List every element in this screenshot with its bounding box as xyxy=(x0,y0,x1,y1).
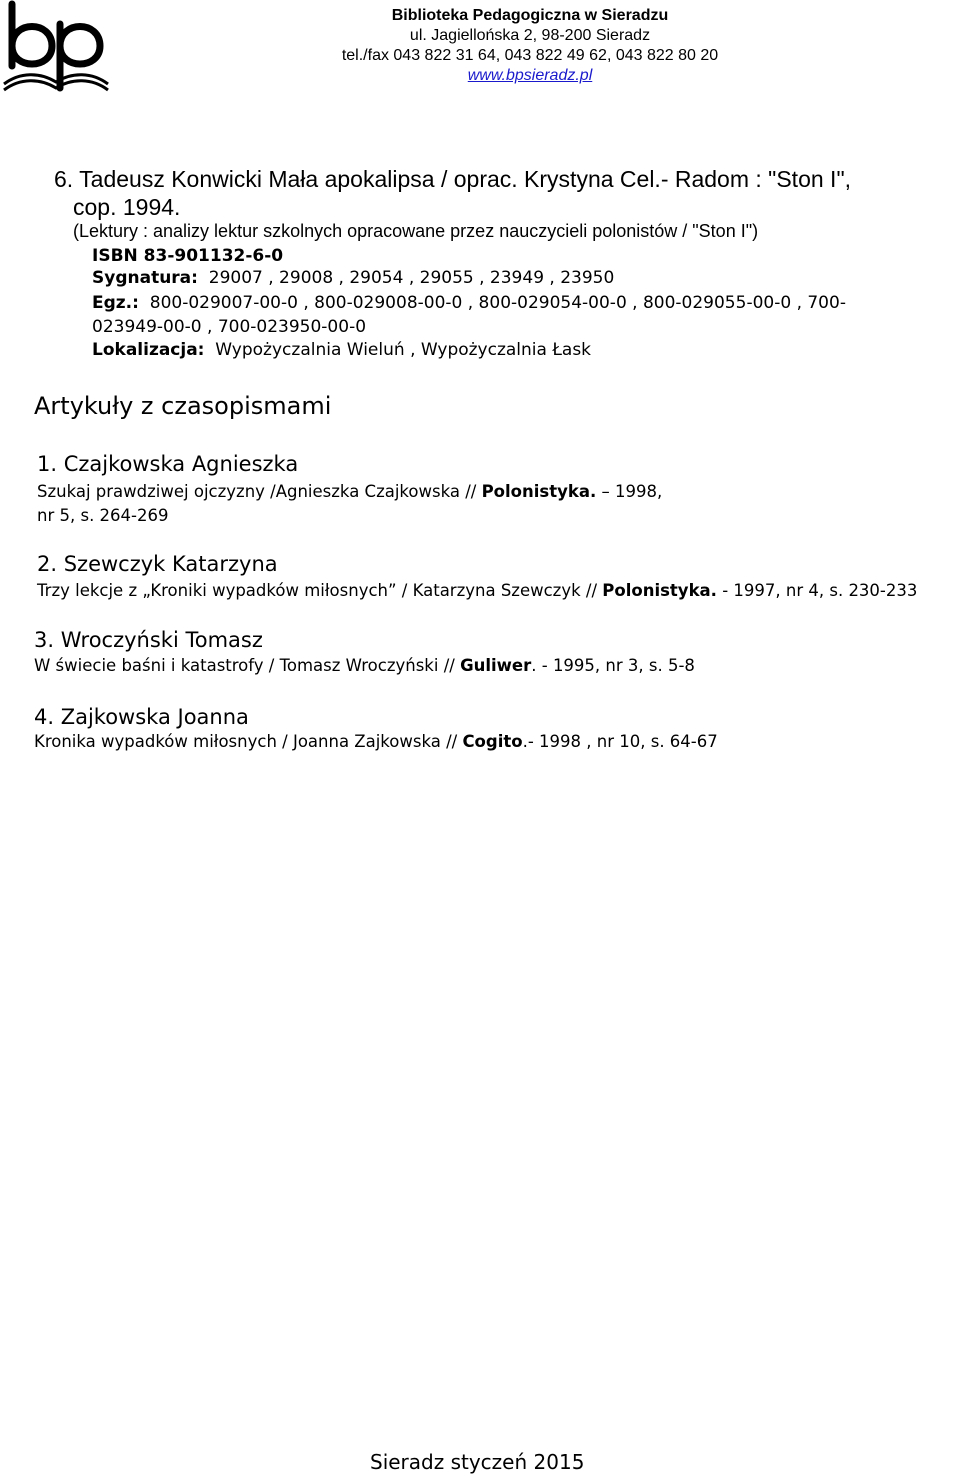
article-1-citation-line2: nr 5, s. 264-269 xyxy=(37,506,169,525)
book-title-line2: cop. 1994. xyxy=(73,194,181,220)
library-logo xyxy=(0,0,112,92)
library-phones: tel./fax 043 822 31 64, 043 822 49 62, 043 822 80 20 xyxy=(341,47,719,64)
library-name: Biblioteka Pedagogiczna w Sieradzu xyxy=(391,7,669,24)
article-1-heading: 1. Czajkowska Agnieszka xyxy=(37,452,299,476)
article-3-heading: 3. Wroczyński Tomasz xyxy=(34,628,263,652)
book-title-line1: 6. Tadeusz Konwicki Mała apokalipsa / oprac. Krystyna Cel.- Radom : "Ston I", xyxy=(54,166,851,192)
article-4-citation: Kronika wypadków miłosnych / Joanna Zajkowska // Cogito.- 1998 , nr 10, s. 64-67 xyxy=(34,732,718,751)
book-lokalizacja: Lokalizacja: Wypożyczalnia Wieluń , Wypożyczalnia Łask xyxy=(92,340,592,360)
book-egz-line2: 023949-00-0 , 700-023950-00-0 xyxy=(92,317,367,337)
book-isbn: ISBN 83-901132-6-0 xyxy=(92,246,284,266)
article-3-citation: W świecie baśni i katastrofy / Tomasz Wroczyński // Guliwer. - 1995, nr 3, s. 5-8 xyxy=(34,656,695,675)
article-2-citation: Trzy lekcje z „Kroniki wypadków miłosnych” / Katarzyna Szewczyk // Polonistyka. - 1997, nr 4, s. 230-233 xyxy=(37,581,918,600)
library-website-link[interactable]: www.bpsieradz.pl xyxy=(467,67,593,84)
book-sygnatura: Sygnatura: 29007 , 29008 , 29054 , 29055 , 23949 , 23950 xyxy=(92,268,615,288)
header-block xyxy=(230,6,830,86)
article-4-heading: 4. Zajkowska Joanna xyxy=(34,705,249,729)
articles-heading: Artykuły z czasopismami xyxy=(34,392,332,420)
article-1-citation: Szukaj prawdziwej ojczyzny /Agnieszka Czajkowska // Polonistyka. – 1998, xyxy=(37,482,663,501)
footer-place-date: Sieradz styczeń 2015 xyxy=(370,1450,585,1474)
article-2-heading: 2. Szewczyk Katarzyna xyxy=(37,552,278,576)
library-address: ul. Jagiellońska 2, 98-200 Sieradz xyxy=(409,27,651,44)
book-series: (Lektury : analizy lektur szkolnych opracowane przez nauczycieli polonistów / "Ston I") xyxy=(73,221,759,241)
book-egz-line1: Egz.: 800-029007-00-0 , 800-029008-00-0 , 800-029054-00-0 , 800-029055-00-0 , 700- xyxy=(92,293,846,313)
